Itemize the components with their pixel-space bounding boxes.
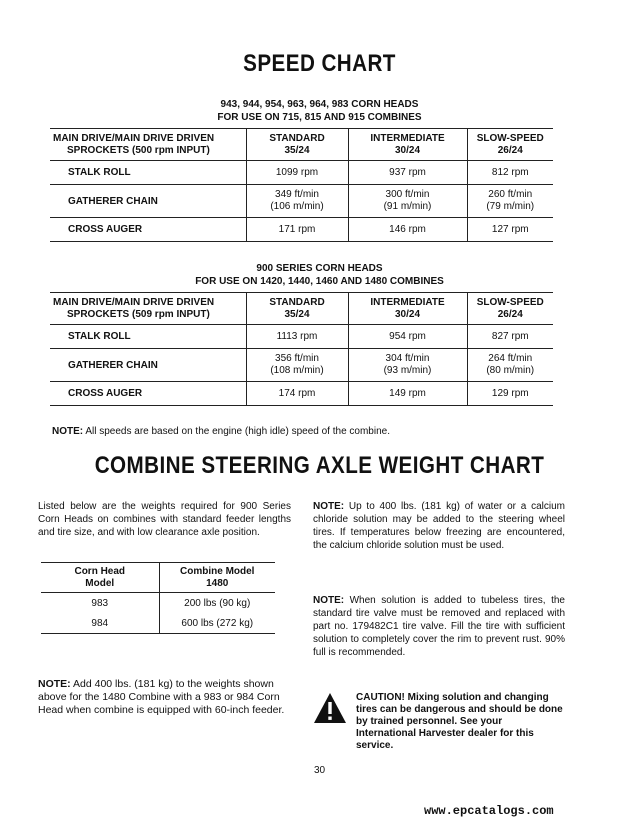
cell-model: 984 <box>41 613 159 634</box>
cell-value-metric: (106 m/min) <box>270 201 324 212</box>
cell-slow-speed: 127 rpm <box>467 218 553 242</box>
warning-triangle-icon <box>313 692 347 726</box>
header-sprockets-line2: SPROCKETS (509 rpm INPUT) <box>67 308 210 320</box>
cell-model: 983 <box>91 597 109 609</box>
section2-heading-line2: FOR USE ON 1420, 1440, 1460 AND 1480 COMBINES <box>195 276 444 287</box>
speed-table-1 <box>50 128 553 242</box>
cell-intermediate: 149 rpm <box>348 382 467 406</box>
table-row <box>50 325 553 349</box>
table-header-row <box>50 129 553 161</box>
note-label: NOTE: <box>38 678 71 690</box>
table-row <box>50 218 553 242</box>
cell-slow-speed: 129 rpm <box>467 382 553 406</box>
right-note-2 <box>313 594 565 659</box>
row-label: CROSS AUGER <box>50 218 246 242</box>
cell-intermediate: 937 rpm <box>348 161 467 185</box>
cell-slow-speed <box>467 349 553 382</box>
header-line2: 1480 <box>206 577 229 589</box>
row-label: GATHERER CHAIN <box>50 185 246 218</box>
section1-heading <box>0 98 639 124</box>
header-sprockets <box>50 129 246 161</box>
cell-value-metric: (91 m/min) <box>383 201 432 212</box>
header-slow-speed <box>467 129 553 161</box>
cell-intermediate <box>348 349 467 382</box>
page-number: 30 <box>313 765 326 776</box>
cell-standard: 174 rpm <box>246 382 348 406</box>
note-label: NOTE: <box>313 501 345 512</box>
cell-value-metric: (108 m/min) <box>270 365 324 376</box>
speed-table-2 <box>50 292 553 406</box>
cell-weight: 600 lbs (272 kg) <box>159 613 275 634</box>
cell-value: 356 ft/min <box>275 353 319 364</box>
header-sprockets-line2: SPROCKETS (500 rpm INPUT) <box>67 144 210 156</box>
cell-standard <box>246 349 348 382</box>
caution-text: CAUTION! Mixing solution and changing tires can be dangerous and should be done by trained personnel. See your International Harvester dealer for this service. <box>356 692 563 751</box>
table-row <box>50 185 553 218</box>
header-standard-line1: STANDARD <box>269 132 325 144</box>
cell-value: 264 ft/min <box>488 353 533 364</box>
row-label: STALK ROLL <box>50 161 246 185</box>
section2-heading-line1: 900 SERIES CORN HEADS <box>256 263 383 274</box>
note-label: NOTE: <box>52 426 84 437</box>
header-intermediate-line1: INTERMEDIATE <box>370 132 445 144</box>
header-intermediate-line1: INTERMEDIATE <box>370 296 445 308</box>
header-intermediate-line2: 30/24 <box>394 308 421 320</box>
note-text: Up to 400 lbs. (181 kg) of water or a calcium chloride solution may be added to the steering wheel tires. If temperatures below freezing are encountered, the calcium chloride solution must be used. <box>313 501 565 551</box>
header-slow-speed-line1: SLOW-SPEED <box>476 296 544 308</box>
header-line2: Model <box>85 577 115 589</box>
cell-slow-speed: 827 rpm <box>467 325 553 349</box>
header-standard <box>246 129 348 161</box>
speed-chart-title: SPEED CHART <box>243 50 396 77</box>
header-slow-speed-line2: 26/24 <box>497 144 523 156</box>
note-label: NOTE: <box>313 595 345 606</box>
header-slow-speed-line2: 26/24 <box>497 308 523 320</box>
cell-slow-speed <box>467 185 553 218</box>
header-intermediate <box>348 129 467 161</box>
header-standard-line2: 35/24 <box>284 144 310 156</box>
footer-url[interactable]: www.epcatalogs.com <box>424 804 554 818</box>
right-note-1 <box>313 500 565 552</box>
cell-standard <box>246 185 348 218</box>
header-line1: Combine Model <box>180 565 255 577</box>
cell-intermediate: 146 rpm <box>348 218 467 242</box>
header-line1: Corn Head <box>74 565 126 577</box>
header-sprockets <box>50 293 246 325</box>
header-slow-speed <box>467 293 553 325</box>
header-standard-line2: 35/24 <box>284 308 310 320</box>
cell-standard: 1113 rpm <box>246 325 348 349</box>
section1-heading-line2: FOR USE ON 715, 815 AND 915 COMBINES <box>217 112 422 123</box>
cell-standard: 1099 rpm <box>246 161 348 185</box>
cell-value: 304 ft/min <box>385 353 430 364</box>
cell-value-metric: (80 m/min) <box>486 365 535 376</box>
table-row <box>41 593 275 614</box>
row-label: GATHERER CHAIN <box>50 349 246 382</box>
cell-value: 300 ft/min <box>385 189 430 200</box>
row-label: CROSS AUGER <box>50 382 246 406</box>
cell-intermediate <box>348 185 467 218</box>
cell-intermediate: 954 rpm <box>348 325 467 349</box>
header-standard <box>246 293 348 325</box>
row-label: STALK ROLL <box>50 325 246 349</box>
section1-heading-line1: 943, 944, 954, 963, 964, 983 CORN HEADS <box>220 99 419 110</box>
cell-value: 349 ft/min <box>275 189 319 200</box>
header-intermediate-line2: 30/24 <box>394 144 421 156</box>
note-text: Add 400 lbs. (181 kg) to the weights shown above for the 1480 Combine with a 983 or 984 Corn Head when combine is equipped with 60-inch feeder. <box>38 678 285 716</box>
header-intermediate <box>348 293 467 325</box>
cell-value: 260 ft/min <box>488 189 533 200</box>
header-combine-model <box>159 563 275 593</box>
axle-chart-title: COMBINE STEERING AXLE WEIGHT CHART <box>94 452 545 479</box>
table-row <box>50 382 553 406</box>
table-row <box>41 613 275 634</box>
table-row <box>50 161 553 185</box>
header-slow-speed-line1: SLOW-SPEED <box>476 132 544 144</box>
cell-slow-speed: 812 rpm <box>467 161 553 185</box>
left-note <box>38 678 292 717</box>
note-text: All speeds are based on the engine (high idle) speed of the combine. <box>83 426 390 437</box>
header-corn-head-model <box>41 563 159 593</box>
weight-table <box>41 562 275 634</box>
cell-value-metric: (79 m/min) <box>486 201 535 212</box>
section2-heading <box>0 262 639 288</box>
table-header-row <box>41 563 275 593</box>
header-sprockets-line1: MAIN DRIVE/MAIN DRIVE DRIVEN <box>53 132 215 144</box>
table-row <box>50 349 553 382</box>
cell-value-metric: (93 m/min) <box>383 365 432 376</box>
note-text: When solution is added to tubeless tires, the standard tire valve must be removed and replaced with part no. 179482C1 tire valve. Fill the tire with sufficient solution to completely cover the rim to prevent rust. 90% full is recommended. <box>313 595 565 658</box>
table-header-row <box>50 293 553 325</box>
header-standard-line1: STANDARD <box>269 296 325 308</box>
axle-intro: Listed below are the weights required for 900 Series Corn Heads on combines with standard feeder lengths and tire size, and with low clearance axle position. <box>38 501 291 538</box>
header-sprockets-line1: MAIN DRIVE/MAIN DRIVE DRIVEN <box>53 296 215 308</box>
cell-weight: 200 lbs (90 kg) <box>159 593 275 614</box>
cell-standard: 171 rpm <box>246 218 348 242</box>
speed-note <box>52 425 572 438</box>
